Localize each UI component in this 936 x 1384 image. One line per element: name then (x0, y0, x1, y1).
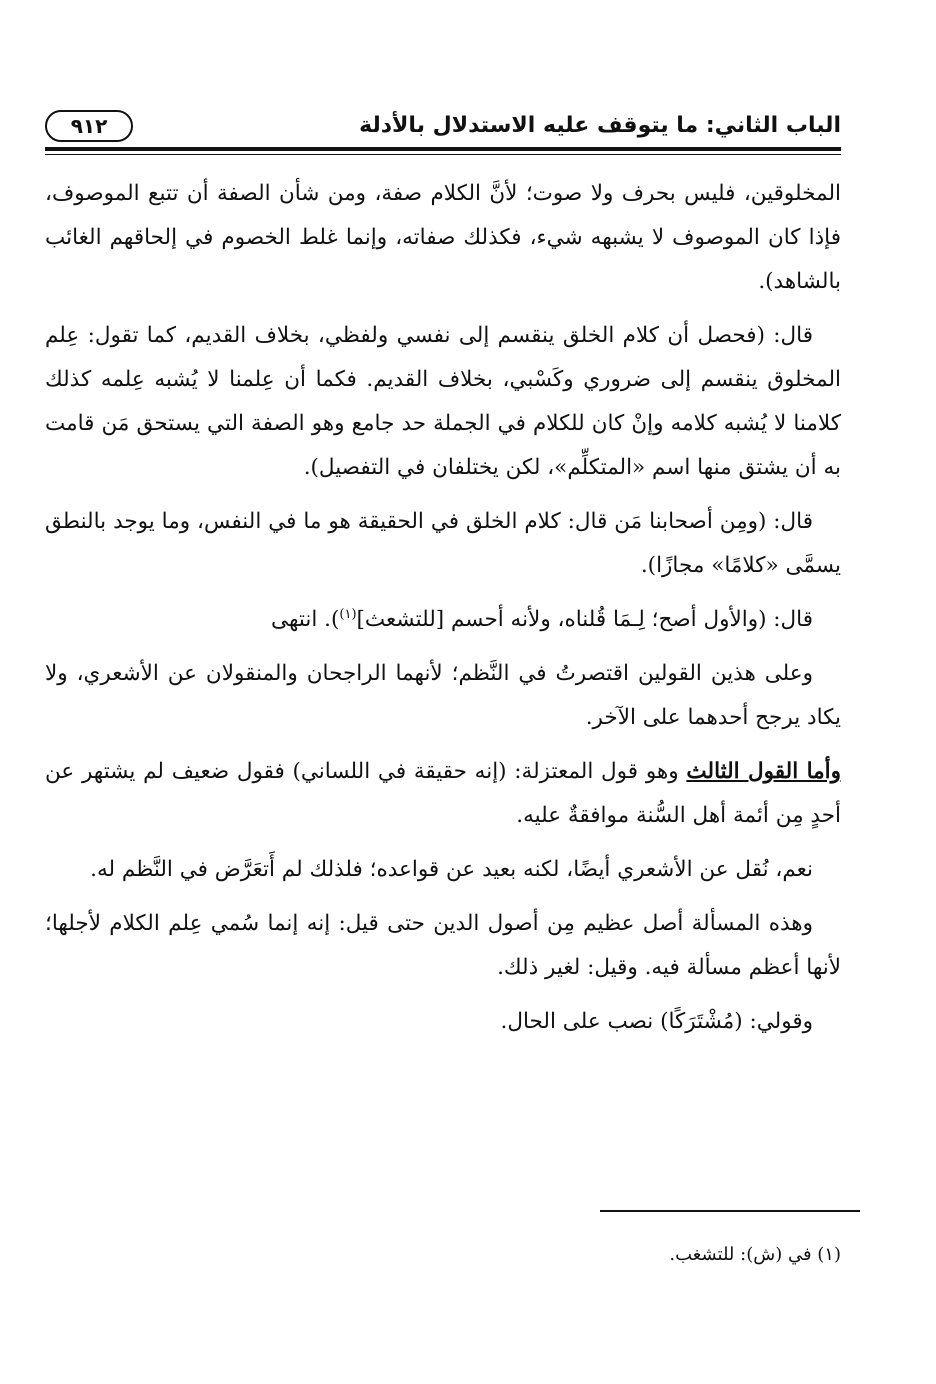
paragraph-6-text: وهو قول المعتزلة: (إنه حقيقة في اللساني) فقول ضعيف لم يشتهر عن أحدٍ مِن أئمة أهل السُّنة موافقةٌ عليه. (45, 759, 841, 828)
header-rule-thick (45, 147, 841, 151)
paragraph-3: قال: (ومِن أصحابنا مَن قال: كلام الخلق في الحقيقة هو ما في النفس، وما يوجد بالنطق يسمَّى «كلامًا» مجازًا). (45, 509, 841, 578)
paragraph-8: وهذه المسألة أصل عظيم مِن أصول الدين حتى قيل: إنه إنما سُمي عِلم الكلام لأجلها؛ لأنها أعظم مسألة فيه. وقيل: لغير ذلك. (45, 911, 841, 980)
paragraph-9: وقولي: (مُشْتَرَكًا) نصب على الحال. (500, 1009, 813, 1034)
footnote-separator (600, 1210, 860, 1212)
page-number-badge: ٩١٢ (45, 110, 133, 142)
bold-lead-heading: وأما القول الثالث (686, 759, 841, 784)
page-header (45, 108, 841, 144)
body-text (45, 172, 841, 1054)
paragraph-4-text-before: قال: (والأول أصح؛ لِـمَا قُلناه، ولأنه أحسم [للتشعث] (356, 607, 813, 632)
paragraph-4 (45, 598, 841, 642)
paragraph-1: المخلوقين، فليس بحرف ولا صوت؛ لأنَّ الكلام صفة، ومن شأن الصفة أن تتبع الموصوف، فإذا كان الموصوف لا يشبهه شيء، فكذلك صفاته، وإنما غلط الخصوم في إلحاقهم الغائب بالشاهد). (45, 181, 841, 294)
chapter-title: الباب الثاني: ما يتوقف عليه الاستدلال بالأدلة (359, 113, 841, 138)
paragraph-7: نعم، نُقل عن الأشعري أيضًا، لكنه بعيد عن قواعده؛ فلذلك لم أَتعَرَّض في النَّظم له. (90, 857, 813, 882)
paragraph-4-text-after: ). انتهى (271, 607, 340, 632)
paragraph-6 (45, 750, 841, 838)
paragraph-2: قال: (فحصل أن كلام الخلق ينقسم إلى نفسي ولفظي، بخلاف القديم، كما تقول: عِلم المخلوق ينقسم إلى ضروري وكَسْبي، بخلاف القديم. فكما أن عِلمنا لا يُشبه عِلمه كذلك كلامنا لا يُشبه كلامه وإنْ كان للكلام في الجملة حد جامع وهو الصفة التي يستحق مَن قامت به أن يشتق منها اسم «المتكلِّم»، لكن يختلفان في التفصيل). (45, 323, 841, 480)
paragraph-5: وعلى هذين القولين اقتصرتُ في النَّظم؛ لأنهما الراجحان والمنقولان عن الأشعري، ولا يكاد يرجح أحدهما على الآخر. (45, 661, 841, 730)
footnote: (١) في (ش): للتشغب. (669, 1244, 841, 1265)
header-rule-thin (45, 154, 841, 155)
footnote-reference: (١) (339, 606, 357, 622)
